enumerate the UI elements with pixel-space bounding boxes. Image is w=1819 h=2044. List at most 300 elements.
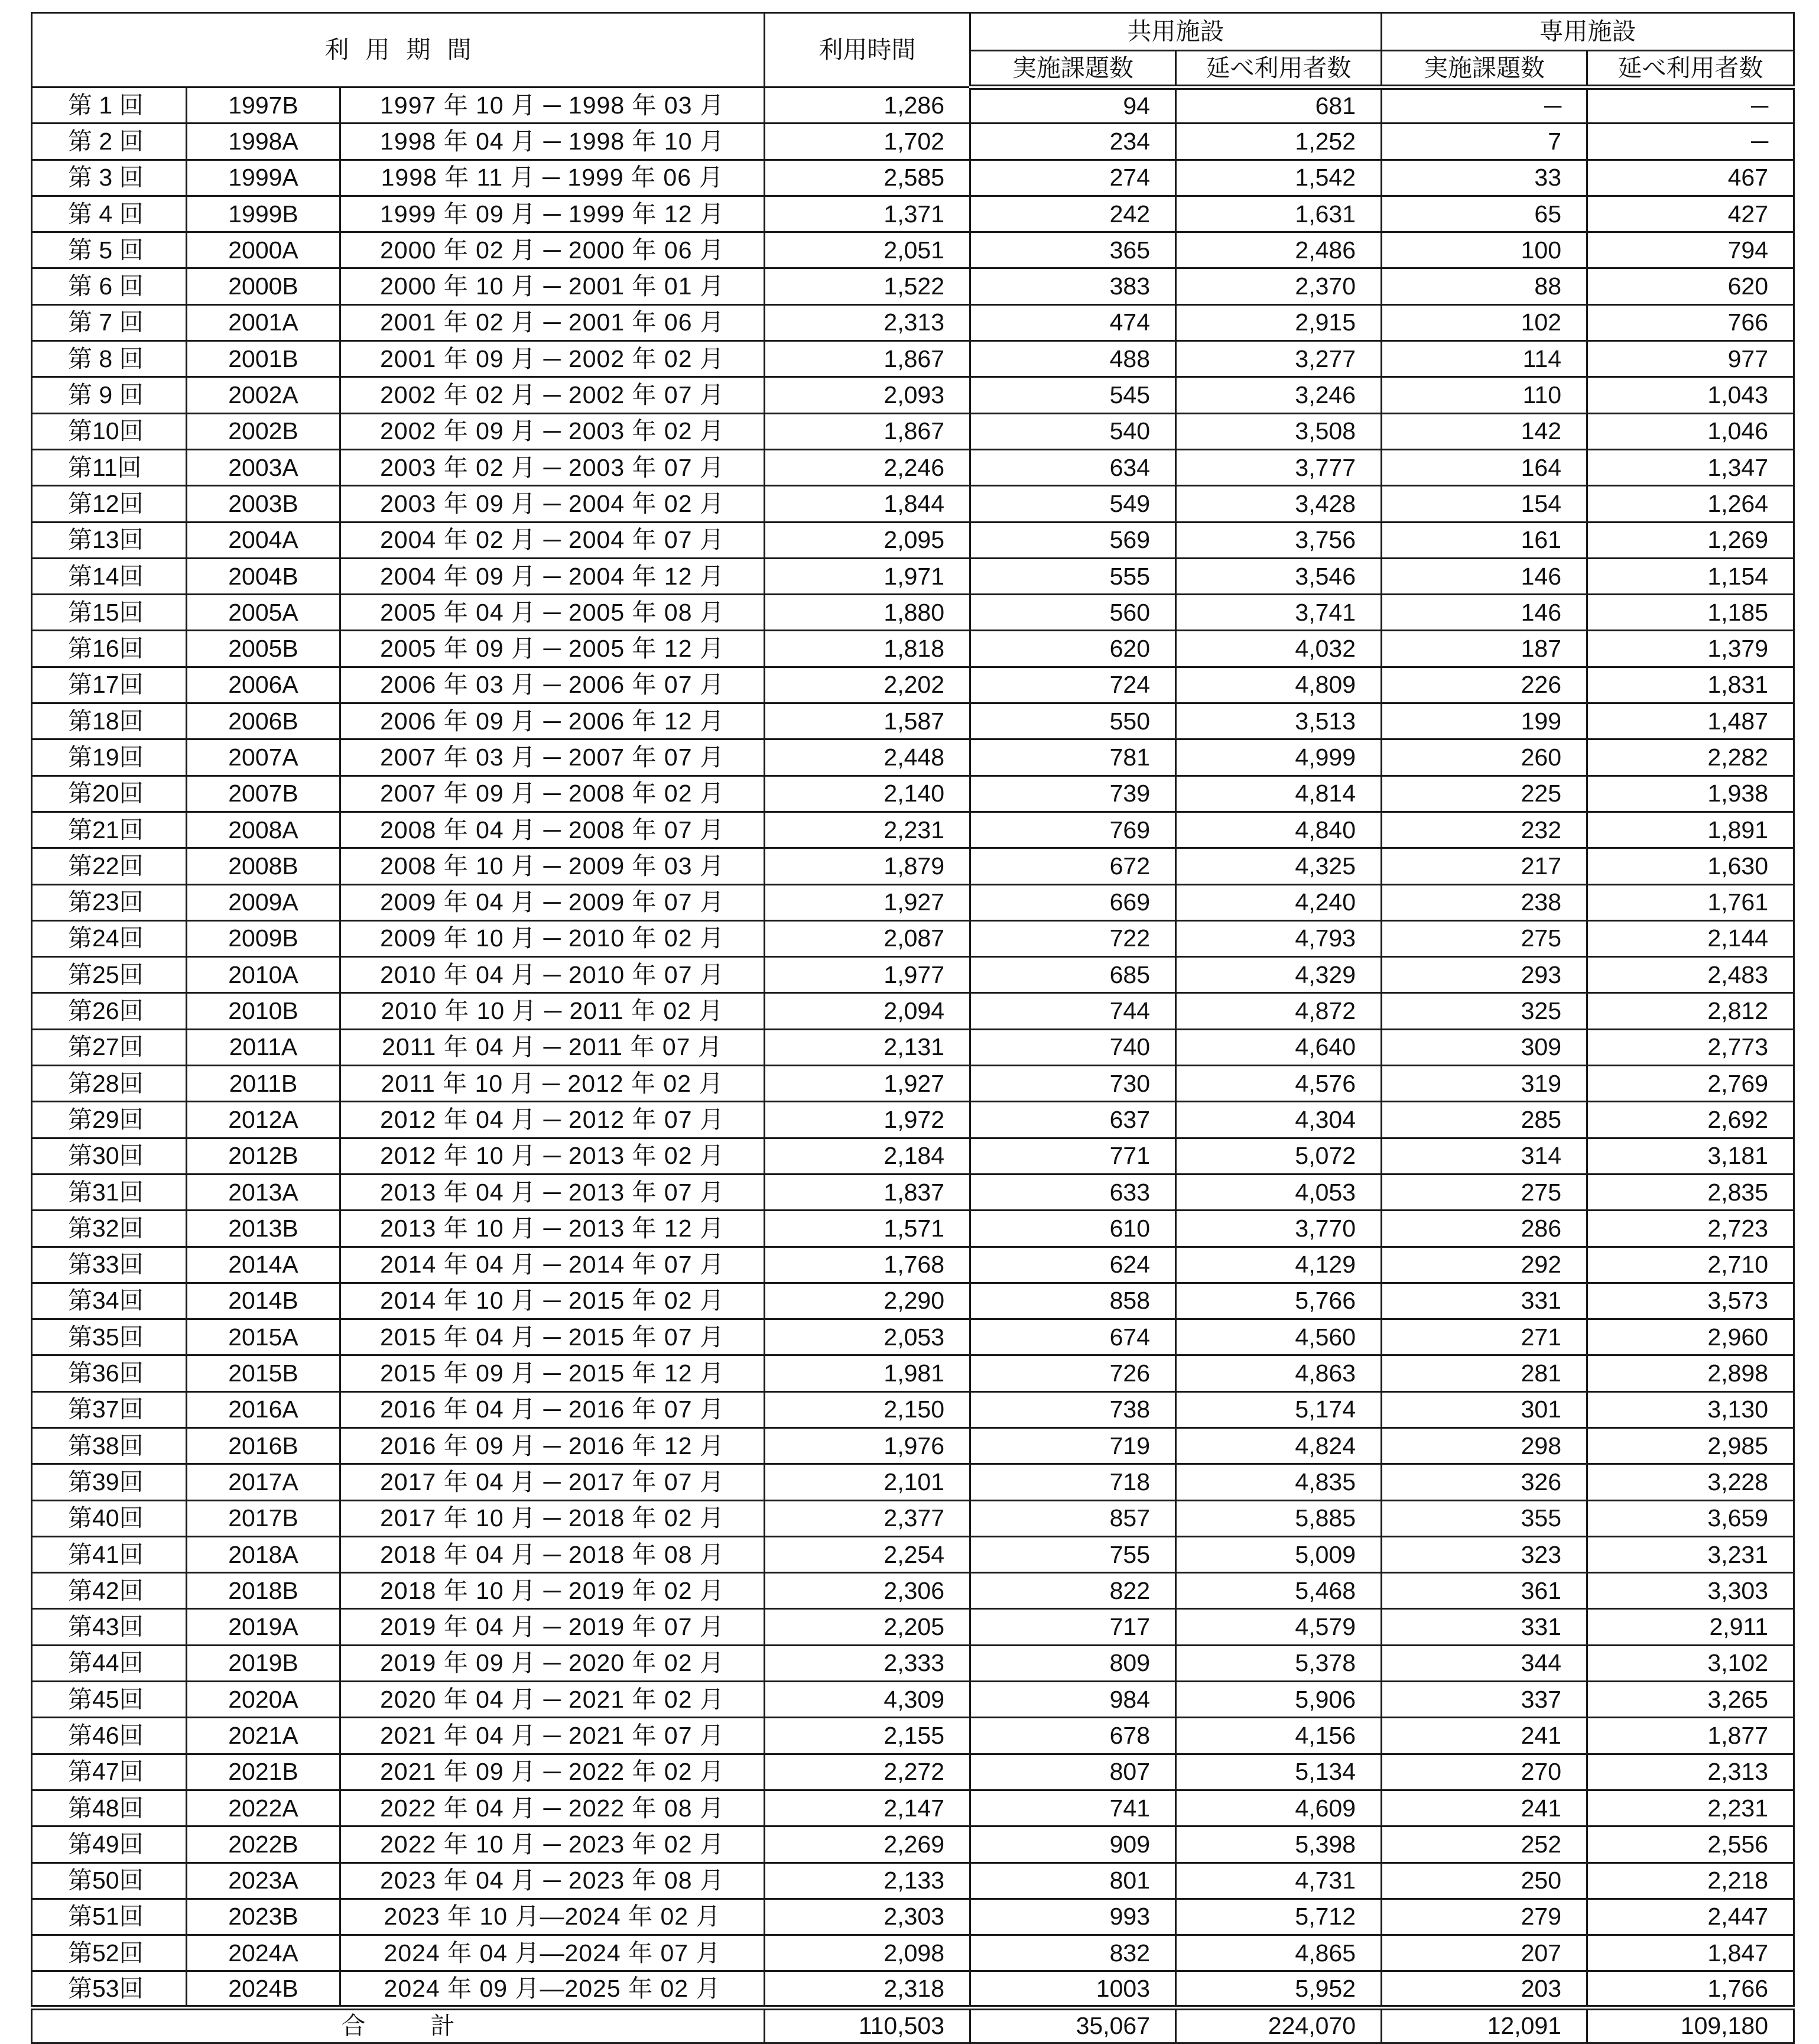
cell-term: 2004A	[187, 522, 340, 558]
cell-term: 2011A	[187, 1029, 340, 1065]
cell-dedicated-users: 2,218	[1587, 1863, 1794, 1899]
cell-shared-users: 4,576	[1176, 1066, 1382, 1102]
table-row	[32, 631, 1794, 667]
cell-dedicated-projects: 164	[1382, 449, 1587, 485]
cell-shared-projects: 624	[970, 1247, 1176, 1283]
table-row	[32, 957, 1794, 993]
cell-term: 2016B	[187, 1427, 340, 1464]
table-row	[32, 595, 1794, 631]
cell-shared-users: 4,640	[1176, 1029, 1382, 1065]
cell-period: 2017 年 04 月 ─ 2017 年 07 月	[340, 1464, 765, 1500]
cell-shared-projects: 730	[970, 1066, 1176, 1102]
cell-hours: 2,150	[765, 1391, 970, 1427]
cell-round: 第14回	[32, 558, 187, 594]
cell-round: 第44回	[32, 1645, 187, 1681]
table-row	[32, 341, 1794, 377]
header-shared-projects: 実施課題数	[970, 51, 1176, 87]
cell-shared-users: 681	[1176, 87, 1382, 124]
cell-hours: 1,768	[765, 1247, 970, 1283]
cell-term: 2002B	[187, 413, 340, 449]
cell-term: 1998A	[187, 124, 340, 160]
cell-term: 2024A	[187, 1935, 340, 1971]
cell-shared-projects: 672	[970, 848, 1176, 884]
cell-period: 2013 年 04 月 ─ 2013 年 07 月	[340, 1174, 765, 1210]
cell-period: 2000 年 02 月 ─ 2000 年 06 月	[340, 232, 765, 268]
cell-hours: 2,051	[765, 232, 970, 268]
table-row	[32, 884, 1794, 920]
cell-period: 2006 年 09 月 ─ 2006 年 12 月	[340, 703, 765, 739]
cell-term: 2014A	[187, 1247, 340, 1283]
cell-hours: 1,844	[765, 486, 970, 522]
cell-period: 1998 年 04 月 ─ 1998 年 10 月	[340, 124, 765, 160]
cell-round: 第 1 回	[32, 87, 187, 124]
cell-term: 2005A	[187, 595, 340, 631]
cell-shared-projects: 832	[970, 1935, 1176, 1971]
cell-dedicated-users: 2,556	[1587, 1826, 1794, 1863]
cell-term: 2017A	[187, 1464, 340, 1500]
total-dedicated-users: 109,180	[1587, 2007, 1794, 2043]
cell-dedicated-projects: 102	[1382, 304, 1587, 340]
cell-hours: 2,231	[765, 812, 970, 848]
cell-shared-users: 4,731	[1176, 1863, 1382, 1899]
cell-term: 1997B	[187, 87, 340, 124]
table-row	[32, 1102, 1794, 1138]
cell-period: 2014 年 10 月 ─ 2015 年 02 月	[340, 1283, 765, 1319]
cell-shared-users: 4,560	[1176, 1319, 1382, 1355]
table-row	[32, 1319, 1794, 1355]
cell-dedicated-projects: 110	[1382, 377, 1587, 413]
header-usage-period: 利用期間	[32, 13, 765, 87]
cell-shared-projects: 726	[970, 1355, 1176, 1391]
header-dedicated-users: 延べ利用者数	[1587, 51, 1794, 87]
table-row	[32, 558, 1794, 594]
table-row	[32, 667, 1794, 703]
cell-period: 2019 年 04 月 ─ 2019 年 07 月	[340, 1609, 765, 1645]
cell-dedicated-users: 1,264	[1587, 486, 1794, 522]
cell-round: 第35回	[32, 1319, 187, 1355]
cell-shared-projects: 741	[970, 1790, 1176, 1826]
cell-dedicated-users: 2,692	[1587, 1102, 1794, 1138]
cell-round: 第43回	[32, 1609, 187, 1645]
table-row	[32, 812, 1794, 848]
cell-shared-projects: 858	[970, 1283, 1176, 1319]
cell-shared-users: 1,542	[1176, 160, 1382, 196]
cell-dedicated-users: 2,710	[1587, 1247, 1794, 1283]
cell-dedicated-users: 2,773	[1587, 1029, 1794, 1065]
cell-shared-users: 5,952	[1176, 1971, 1382, 2007]
table-row	[32, 160, 1794, 196]
table-row	[32, 848, 1794, 884]
header-shared-facility: 共用施設	[970, 13, 1382, 51]
cell-round: 第32回	[32, 1211, 187, 1247]
cell-shared-users: 4,240	[1176, 884, 1382, 920]
cell-period: 2017 年 10 月 ─ 2018 年 02 月	[340, 1500, 765, 1536]
cell-shared-users: 5,072	[1176, 1138, 1382, 1174]
cell-shared-projects: 685	[970, 957, 1176, 993]
cell-shared-users: 3,741	[1176, 595, 1382, 631]
cell-period: 1998 年 11 月 ─ 1999 年 06 月	[340, 160, 765, 196]
cell-round: 第48回	[32, 1790, 187, 1826]
cell-hours: 2,313	[765, 304, 970, 340]
cell-term: 2020A	[187, 1682, 340, 1718]
cell-shared-projects: 365	[970, 232, 1176, 268]
cell-shared-users: 4,835	[1176, 1464, 1382, 1500]
cell-shared-users: 5,712	[1176, 1899, 1382, 1935]
cell-shared-projects: 719	[970, 1427, 1176, 1464]
cell-hours: 1,879	[765, 848, 970, 884]
cell-term: 2015B	[187, 1355, 340, 1391]
cell-term: 1999B	[187, 196, 340, 232]
cell-hours: 2,101	[765, 1464, 970, 1500]
cell-period: 2008 年 04 月 ─ 2008 年 07 月	[340, 812, 765, 848]
cell-shared-users: 4,579	[1176, 1609, 1382, 1645]
cell-hours: 1,867	[765, 413, 970, 449]
cell-term: 2010A	[187, 957, 340, 993]
cell-dedicated-users: ─	[1587, 124, 1794, 160]
cell-shared-users: 4,840	[1176, 812, 1382, 848]
cell-dedicated-projects: 142	[1382, 413, 1587, 449]
cell-hours: 2,269	[765, 1826, 970, 1863]
table-row	[32, 1609, 1794, 1645]
cell-round: 第30回	[32, 1138, 187, 1174]
cell-dedicated-users: 3,102	[1587, 1645, 1794, 1681]
cell-hours: 2,202	[765, 667, 970, 703]
cell-round: 第11回	[32, 449, 187, 485]
cell-round: 第15回	[32, 595, 187, 631]
cell-shared-projects: 634	[970, 449, 1176, 485]
cell-shared-projects: 549	[970, 486, 1176, 522]
cell-dedicated-projects: 238	[1382, 884, 1587, 920]
table-row	[32, 1500, 1794, 1536]
cell-period: 2019 年 09 月 ─ 2020 年 02 月	[340, 1645, 765, 1681]
cell-hours: 1,880	[765, 595, 970, 631]
cell-shared-projects: 633	[970, 1174, 1176, 1210]
table-row	[32, 1211, 1794, 1247]
cell-shared-projects: 809	[970, 1645, 1176, 1681]
cell-dedicated-projects: 326	[1382, 1464, 1587, 1500]
cell-shared-users: 4,793	[1176, 920, 1382, 956]
header-usage-hours: 利用時間	[765, 13, 970, 87]
cell-dedicated-users: 2,144	[1587, 920, 1794, 956]
cell-shared-users: 2,915	[1176, 304, 1382, 340]
cell-period: 2013 年 10 月 ─ 2013 年 12 月	[340, 1211, 765, 1247]
total-row	[32, 2007, 1794, 2043]
cell-shared-users: 3,770	[1176, 1211, 1382, 1247]
cell-round: 第16回	[32, 631, 187, 667]
cell-shared-projects: 674	[970, 1319, 1176, 1355]
cell-shared-projects: 717	[970, 1609, 1176, 1645]
cell-term: 2012A	[187, 1102, 340, 1138]
cell-term: 2007A	[187, 739, 340, 776]
cell-dedicated-users: 1,761	[1587, 884, 1794, 920]
cell-hours: 2,205	[765, 1609, 970, 1645]
cell-hours: 2,087	[765, 920, 970, 956]
table-row	[32, 739, 1794, 776]
cell-hours: 1,977	[765, 957, 970, 993]
cell-period: 2008 年 10 月 ─ 2009 年 03 月	[340, 848, 765, 884]
cell-hours: 1,571	[765, 1211, 970, 1247]
cell-period: 2009 年 04 月 ─ 2009 年 07 月	[340, 884, 765, 920]
total-shared-users: 224,070	[1176, 2007, 1382, 2043]
cell-shared-projects: 560	[970, 595, 1176, 631]
table-row	[32, 196, 1794, 232]
cell-hours: 2,246	[765, 449, 970, 485]
cell-dedicated-projects: 207	[1382, 1935, 1587, 1971]
cell-dedicated-projects: 203	[1382, 1971, 1587, 2007]
cell-period: 2001 年 09 月 ─ 2002 年 02 月	[340, 341, 765, 377]
cell-dedicated-projects: 260	[1382, 739, 1587, 776]
cell-dedicated-users: 2,898	[1587, 1355, 1794, 1391]
table-row	[32, 1718, 1794, 1754]
table-row	[32, 920, 1794, 956]
cell-dedicated-users: 467	[1587, 160, 1794, 196]
cell-term: 2001B	[187, 341, 340, 377]
cell-hours: 2,448	[765, 739, 970, 776]
cell-shared-projects: 94	[970, 87, 1176, 124]
table-row	[32, 1464, 1794, 1500]
cell-round: 第28回	[32, 1066, 187, 1102]
cell-dedicated-users: 1,043	[1587, 377, 1794, 413]
cell-dedicated-projects: 199	[1382, 703, 1587, 739]
cell-hours: 2,133	[765, 1863, 970, 1899]
table-body	[32, 87, 1794, 2008]
cell-dedicated-projects: 331	[1382, 1609, 1587, 1645]
cell-dedicated-projects: 337	[1382, 1682, 1587, 1718]
cell-round: 第34回	[32, 1283, 187, 1319]
cell-period: 2022 年 10 月 ─ 2023 年 02 月	[340, 1826, 765, 1863]
cell-dedicated-projects: 250	[1382, 1863, 1587, 1899]
table-row	[32, 1536, 1794, 1572]
table-row	[32, 703, 1794, 739]
cell-period: 2011 年 10 月 ─ 2012 年 02 月	[340, 1066, 765, 1102]
cell-round: 第51回	[32, 1899, 187, 1935]
cell-shared-users: 4,156	[1176, 1718, 1382, 1754]
header-dedicated-facility: 専用施設	[1382, 13, 1794, 51]
cell-round: 第24回	[32, 920, 187, 956]
cell-shared-users: 5,766	[1176, 1283, 1382, 1319]
cell-dedicated-projects: 279	[1382, 1899, 1587, 1935]
cell-shared-users: 3,428	[1176, 486, 1382, 522]
cell-dedicated-projects: 270	[1382, 1754, 1587, 1790]
cell-dedicated-users: 2,723	[1587, 1211, 1794, 1247]
cell-period: 2016 年 09 月 ─ 2016 年 12 月	[340, 1427, 765, 1464]
cell-shared-projects: 678	[970, 1718, 1176, 1754]
cell-term: 2018A	[187, 1536, 340, 1572]
cell-round: 第19回	[32, 739, 187, 776]
table-row	[32, 413, 1794, 449]
cell-dedicated-users: 427	[1587, 196, 1794, 232]
cell-dedicated-users: 1,269	[1587, 522, 1794, 558]
cell-term: 2012B	[187, 1138, 340, 1174]
cell-shared-users: 5,398	[1176, 1826, 1382, 1863]
cell-period: 2004 年 02 月 ─ 2004 年 07 月	[340, 522, 765, 558]
cell-dedicated-users: 1,046	[1587, 413, 1794, 449]
cell-round: 第45回	[32, 1682, 187, 1718]
cell-shared-users: 5,906	[1176, 1682, 1382, 1718]
cell-period: 2015 年 09 月 ─ 2015 年 12 月	[340, 1355, 765, 1391]
total-shared-projects: 35,067	[970, 2007, 1176, 2043]
cell-shared-projects: 234	[970, 124, 1176, 160]
cell-shared-projects: 488	[970, 341, 1176, 377]
cell-term: 2002A	[187, 377, 340, 413]
cell-dedicated-users: 2,447	[1587, 1899, 1794, 1935]
cell-round: 第31回	[32, 1174, 187, 1210]
cell-period: 1999 年 09 月 ─ 1999 年 12 月	[340, 196, 765, 232]
table-footer	[32, 2007, 1794, 2043]
cell-dedicated-projects: 361	[1382, 1573, 1587, 1609]
cell-dedicated-projects: 7	[1382, 124, 1587, 160]
cell-round: 第20回	[32, 776, 187, 812]
cell-round: 第23回	[32, 884, 187, 920]
table-row	[32, 1573, 1794, 1609]
cell-period: 2009 年 10 月 ─ 2010 年 02 月	[340, 920, 765, 956]
cell-round: 第 6 回	[32, 268, 187, 304]
cell-dedicated-projects: 355	[1382, 1500, 1587, 1536]
cell-hours: 1,867	[765, 341, 970, 377]
cell-hours: 4,309	[765, 1682, 970, 1718]
cell-hours: 2,140	[765, 776, 970, 812]
cell-shared-users: 3,246	[1176, 377, 1382, 413]
table-row	[32, 304, 1794, 340]
cell-dedicated-projects: 232	[1382, 812, 1587, 848]
cell-hours: 2,318	[765, 1971, 970, 2007]
cell-dedicated-projects: 225	[1382, 776, 1587, 812]
cell-hours: 1,371	[765, 196, 970, 232]
cell-shared-users: 4,824	[1176, 1427, 1382, 1464]
cell-hours: 2,184	[765, 1138, 970, 1174]
table-row	[32, 486, 1794, 522]
cell-dedicated-projects: 285	[1382, 1102, 1587, 1138]
cell-period: 2018 年 10 月 ─ 2019 年 02 月	[340, 1573, 765, 1609]
cell-round: 第52回	[32, 1935, 187, 1971]
cell-shared-projects: 822	[970, 1573, 1176, 1609]
header-shared-users: 延べ利用者数	[1176, 51, 1382, 87]
cell-period: 2002 年 02 月 ─ 2002 年 07 月	[340, 377, 765, 413]
cell-round: 第 5 回	[32, 232, 187, 268]
cell-shared-projects: 555	[970, 558, 1176, 594]
cell-dedicated-users: 2,231	[1587, 1790, 1794, 1826]
cell-dedicated-projects: 275	[1382, 1174, 1587, 1210]
cell-shared-users: 4,053	[1176, 1174, 1382, 1210]
cell-shared-projects: 909	[970, 1826, 1176, 1863]
cell-hours: 2,377	[765, 1500, 970, 1536]
cell-round: 第12回	[32, 486, 187, 522]
cell-shared-users: 4,609	[1176, 1790, 1382, 1826]
cell-hours: 2,585	[765, 160, 970, 196]
cell-hours: 1,971	[765, 558, 970, 594]
cell-shared-users: 4,325	[1176, 848, 1382, 884]
cell-shared-users: 4,329	[1176, 957, 1382, 993]
cell-hours: 1,587	[765, 703, 970, 739]
cell-shared-users: 1,252	[1176, 124, 1382, 160]
cell-hours: 2,131	[765, 1029, 970, 1065]
cell-round: 第46回	[32, 1718, 187, 1754]
cell-term: 2015A	[187, 1319, 340, 1355]
cell-shared-users: 5,885	[1176, 1500, 1382, 1536]
cell-hours: 1,927	[765, 1066, 970, 1102]
cell-dedicated-projects: 252	[1382, 1826, 1587, 1863]
table-row	[32, 1935, 1794, 1971]
table-row	[32, 1682, 1794, 1718]
total-hours: 110,503	[765, 2007, 970, 2043]
cell-period: 2005 年 04 月 ─ 2005 年 08 月	[340, 595, 765, 631]
cell-dedicated-users: 3,303	[1587, 1573, 1794, 1609]
cell-hours: 2,093	[765, 377, 970, 413]
cell-dedicated-projects: 331	[1382, 1283, 1587, 1319]
cell-round: 第49回	[32, 1826, 187, 1863]
table-row	[32, 1391, 1794, 1427]
cell-term: 2008B	[187, 848, 340, 884]
cell-term: 2019B	[187, 1645, 340, 1681]
table-row	[32, 1899, 1794, 1935]
cell-period: 2004 年 09 月 ─ 2004 年 12 月	[340, 558, 765, 594]
cell-term: 2013A	[187, 1174, 340, 1210]
cell-dedicated-users: 3,573	[1587, 1283, 1794, 1319]
cell-period: 2003 年 09 月 ─ 2004 年 02 月	[340, 486, 765, 522]
cell-dedicated-projects: ─	[1382, 87, 1587, 124]
cell-shared-users: 5,378	[1176, 1645, 1382, 1681]
cell-dedicated-users: 3,659	[1587, 1500, 1794, 1536]
cell-dedicated-users: 794	[1587, 232, 1794, 268]
cell-dedicated-projects: 344	[1382, 1645, 1587, 1681]
cell-hours: 2,303	[765, 1899, 970, 1935]
cell-shared-projects: 738	[970, 1391, 1176, 1427]
cell-round: 第50回	[32, 1863, 187, 1899]
cell-shared-users: 5,009	[1176, 1536, 1382, 1572]
cell-shared-projects: 724	[970, 667, 1176, 703]
cell-dedicated-users: 1,847	[1587, 1935, 1794, 1971]
cell-term: 2004B	[187, 558, 340, 594]
cell-shared-users: 3,546	[1176, 558, 1382, 594]
cell-term: 2000B	[187, 268, 340, 304]
cell-term: 2023A	[187, 1863, 340, 1899]
cell-dedicated-users: 3,231	[1587, 1536, 1794, 1572]
cell-hours: 1,818	[765, 631, 970, 667]
cell-round: 第21回	[32, 812, 187, 848]
cell-term: 2010B	[187, 993, 340, 1029]
cell-shared-users: 5,468	[1176, 1573, 1382, 1609]
table-row	[32, 268, 1794, 304]
cell-dedicated-users: 2,483	[1587, 957, 1794, 993]
cell-shared-users: 3,513	[1176, 703, 1382, 739]
cell-round: 第37回	[32, 1391, 187, 1427]
cell-period: 2001 年 02 月 ─ 2001 年 06 月	[340, 304, 765, 340]
cell-hours: 1,286	[765, 87, 970, 124]
cell-shared-projects: 801	[970, 1863, 1176, 1899]
cell-dedicated-users: 766	[1587, 304, 1794, 340]
cell-round: 第27回	[32, 1029, 187, 1065]
cell-shared-projects: 781	[970, 739, 1176, 776]
header-dedicated-projects: 実施課題数	[1382, 51, 1587, 87]
cell-round: 第29回	[32, 1102, 187, 1138]
cell-period: 2024 年 09 月―2025 年 02 月	[340, 1971, 765, 2007]
cell-term: 2018B	[187, 1573, 340, 1609]
cell-dedicated-projects: 286	[1382, 1211, 1587, 1247]
cell-term: 2022A	[187, 1790, 340, 1826]
cell-shared-projects: 807	[970, 1754, 1176, 1790]
cell-shared-users: 5,174	[1176, 1391, 1382, 1427]
table-header	[32, 13, 1794, 87]
cell-shared-users: 2,486	[1176, 232, 1382, 268]
cell-round: 第39回	[32, 1464, 187, 1500]
cell-round: 第33回	[32, 1247, 187, 1283]
cell-shared-projects: 984	[970, 1682, 1176, 1718]
cell-shared-projects: 474	[970, 304, 1176, 340]
cell-shared-projects: 718	[970, 1464, 1176, 1500]
cell-period: 2007 年 03 月 ─ 2007 年 07 月	[340, 739, 765, 776]
cell-period: 2023 年 10 月―2024 年 02 月	[340, 1899, 765, 1935]
cell-dedicated-projects: 187	[1382, 631, 1587, 667]
